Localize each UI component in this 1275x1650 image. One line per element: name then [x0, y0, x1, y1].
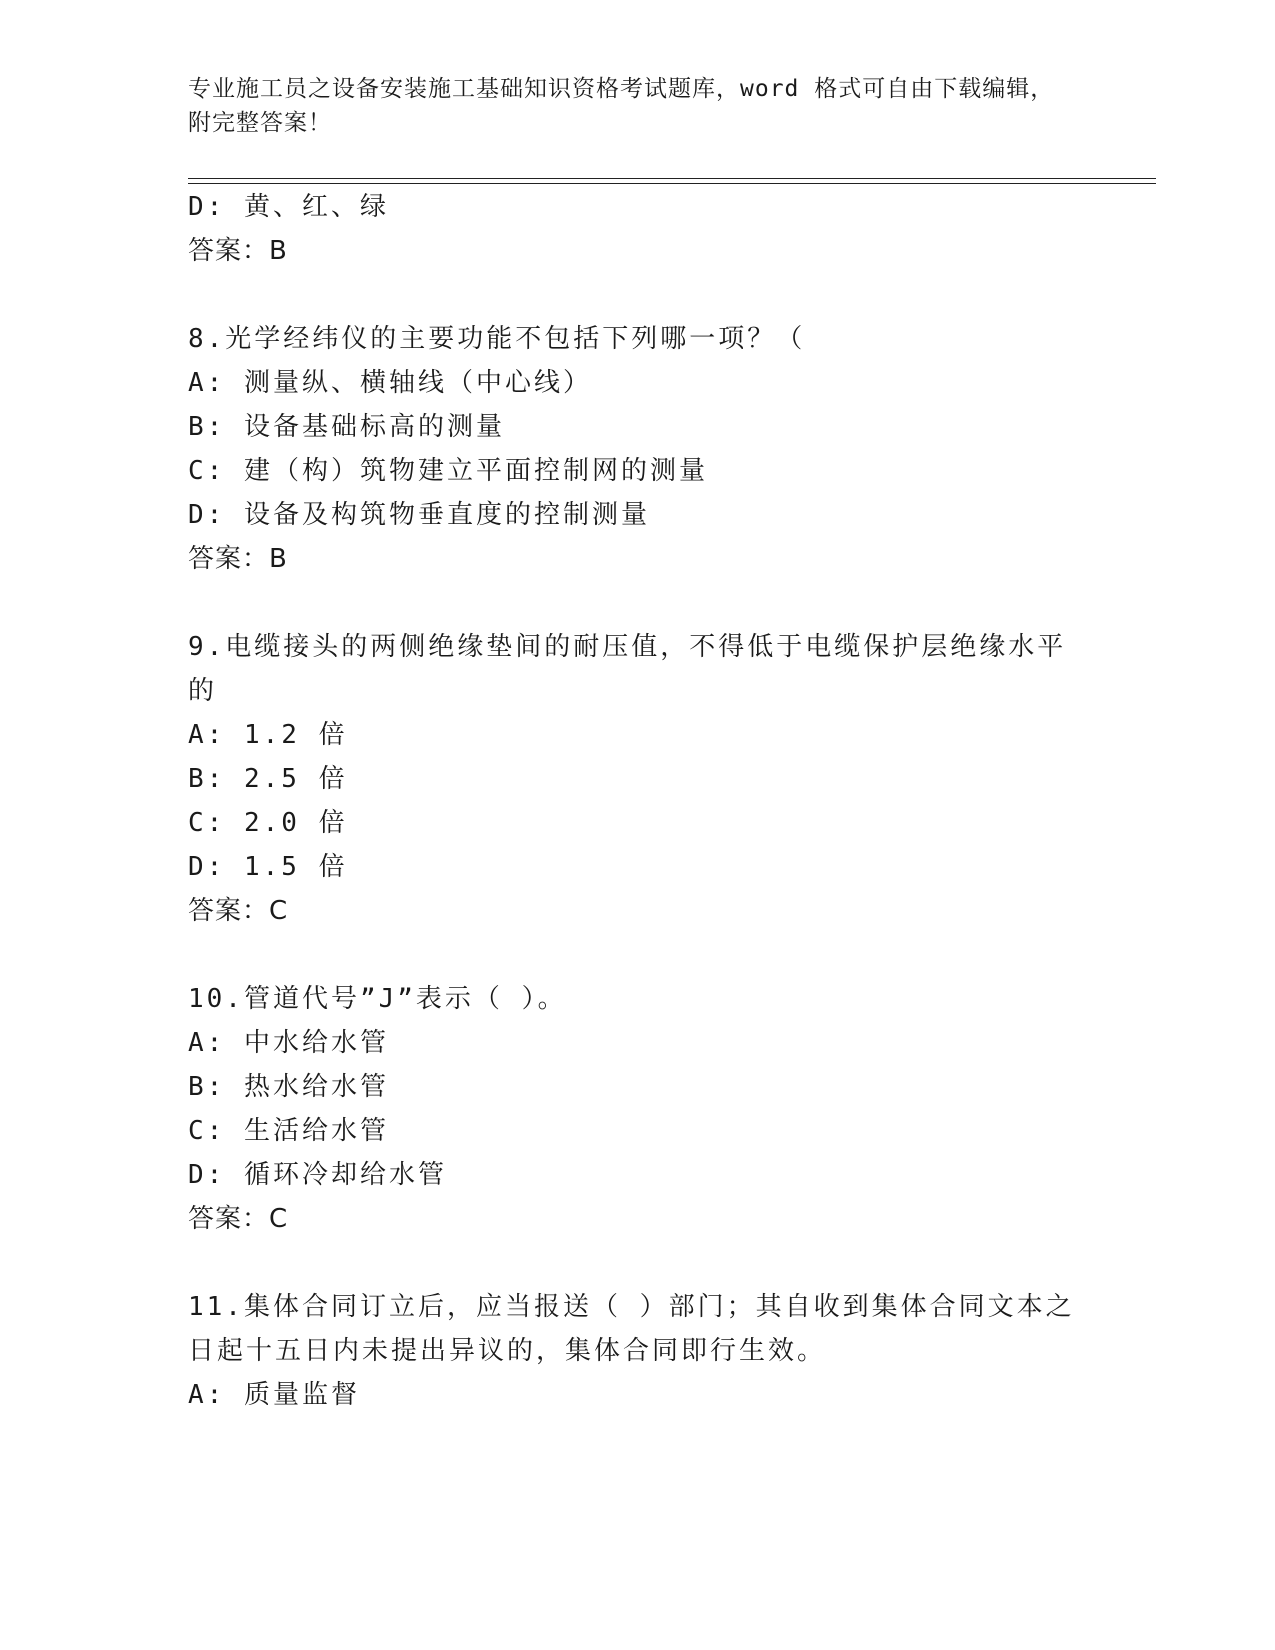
q10-option-b: B: 热水给水管: [188, 1072, 389, 1102]
q8-option-b: B: 设备基础标高的测量: [188, 412, 505, 442]
q9-stem-line-1: 9.电缆接头的两侧绝缘垫间的耐压值，不得低于电缆保护层绝缘水平: [188, 632, 1067, 662]
q8-option-d: D: 设备及构筑物垂直度的控制测量: [188, 500, 650, 530]
q7-option-d: D: 黄、红、绿: [188, 192, 389, 222]
q9-option-a: A: 1.2 倍: [188, 720, 348, 750]
header-line-1: 专业施工员之设备安装施工基础知识资格考试题库，word 格式可自由下载编辑，: [188, 76, 1055, 102]
q9-option-d: D: 1.5 倍: [188, 852, 348, 882]
q8-option-c: C: 建（构）筑物建立平面控制网的测量: [188, 456, 708, 486]
q11-stem-line-1: 11.集体合同订立后，应当报送（ ）部门；其自收到集体合同文本之: [188, 1292, 1075, 1322]
q11-stem-line-2: 日起十五日内未提出异议的，集体合同即行生效。: [188, 1336, 827, 1366]
q10-option-d: D: 循环冷却给水管: [188, 1160, 447, 1190]
q7-answer: 答案：B: [188, 236, 288, 266]
q9-answer: 答案：C: [188, 896, 289, 926]
document-header: [188, 72, 1088, 140]
q10-option-c: C: 生活给水管: [188, 1116, 389, 1146]
q9-option-b: B: 2.5 倍: [188, 764, 348, 794]
q9-stem-line-2: 的: [188, 676, 218, 706]
q10-answer: 答案：C: [188, 1204, 289, 1234]
q11-option-a: A: 质量监督: [188, 1380, 360, 1410]
q8-option-a: A: 测量纵、横轴线（中心线）: [188, 368, 592, 398]
header-divider-top: [188, 178, 1156, 179]
q9-option-c: C: 2.0 倍: [188, 808, 348, 838]
q8-answer: 答案：B: [188, 544, 288, 574]
header-line-2: 附完整答案！: [188, 110, 332, 136]
header-divider-bottom: [188, 183, 1156, 184]
q10-stem: 10.管道代号”J”表示（ ）。: [188, 984, 567, 1014]
q8-stem: 8.光学经纬仪的主要功能不包括下列哪一项？（: [188, 324, 806, 354]
q10-option-a: A: 中水给水管: [188, 1028, 389, 1058]
